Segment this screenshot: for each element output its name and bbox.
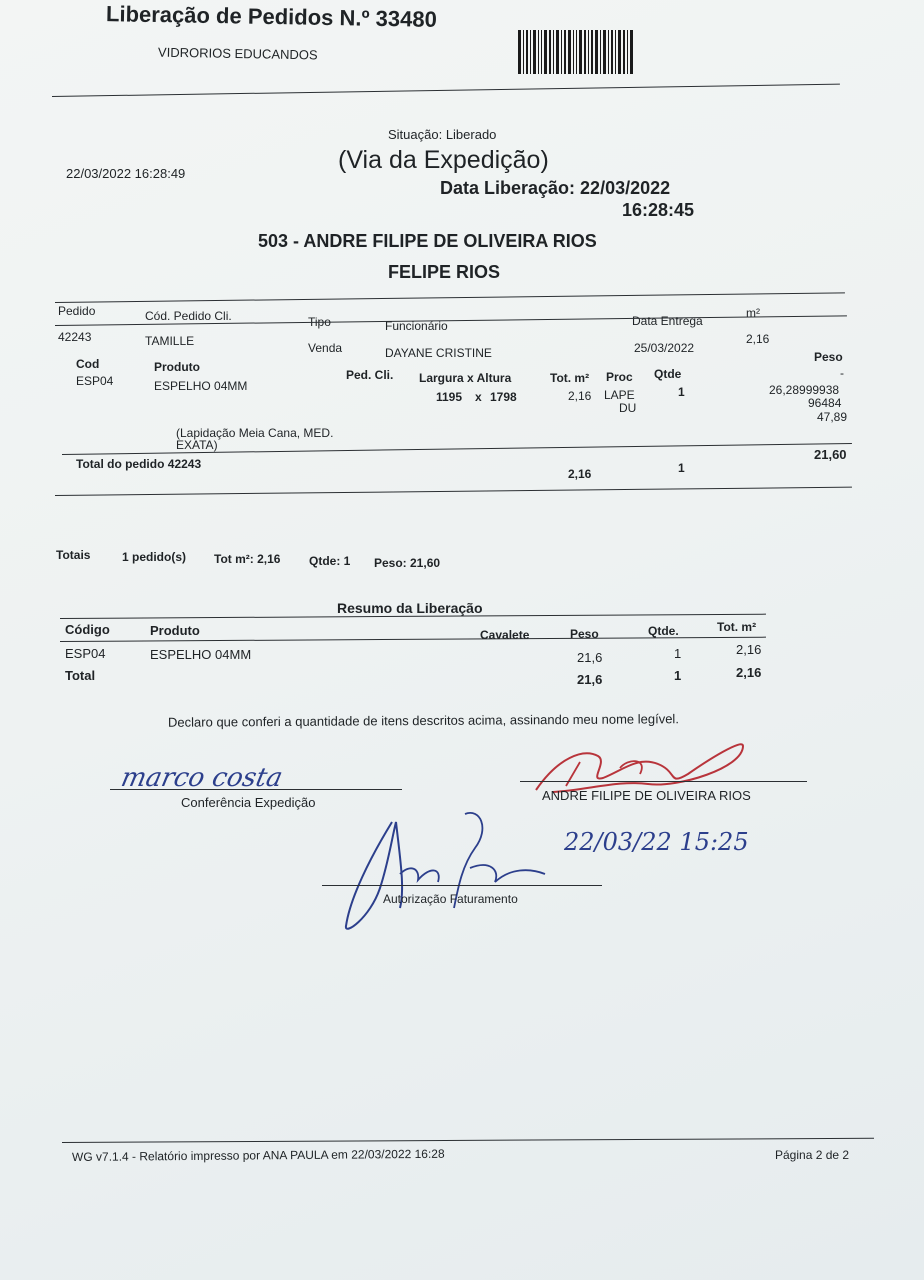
summary-row-codigo: ESP04 (65, 646, 106, 661)
summary-total-tot-m2: 2,16 (736, 665, 762, 680)
client-name: 503 - ANDRE FILIPE DE OLIVEIRA RIOS (258, 231, 597, 251)
item-note-2: EXATA) (176, 438, 218, 452)
col-pedido-header: Pedido (58, 304, 96, 318)
item-largura: 1195 (436, 390, 463, 404)
item-proc-1: LAPE (604, 388, 635, 402)
order-total-label: Total do pedido 42243 (76, 457, 202, 471)
autorizacao-line (322, 885, 602, 886)
col-m2-header: m² (746, 306, 760, 320)
item-peso-1: 26,28999938 (769, 383, 840, 397)
col-tipo-header: Tipo (308, 315, 331, 329)
item-qtde-header: Qtde (654, 367, 682, 381)
item-proc-header: Proc (606, 370, 633, 384)
autorizacao-signature (330, 808, 560, 938)
release-time: 16:28:45 (622, 200, 695, 220)
summary-total-peso: 21,6 (577, 672, 603, 687)
via-title: (Via da Expedição) (338, 146, 549, 174)
order-data-entrega: 25/03/2022 (634, 341, 695, 355)
order-top-divider (55, 292, 845, 303)
order-cod-cli: TAMILLE (145, 334, 195, 348)
handwritten-datetime (560, 820, 820, 860)
summary-row-peso: 21,6 (577, 650, 603, 665)
col-cod-cli-header: Cód. Pedido Cli. (145, 309, 232, 323)
totals-qtde: Qtde: 1 (309, 554, 351, 568)
footer-print-info: WG v7.1.4 - Relatório impresso por ANA PAULA em 22/03/2022 16:28 (71, 1146, 445, 1164)
order-funcionario: DAYANE CRISTINE (385, 346, 492, 360)
order-tipo: Venda (308, 341, 343, 355)
col-funcionario-header: Funcionário (385, 319, 448, 333)
item-proc-2: DU (619, 401, 637, 415)
item-larg-alt-header: Largura x Altura (419, 371, 512, 385)
conferencia-label: Conferência Expedição (181, 795, 316, 810)
item-produto: ESPELHO 04MM (154, 379, 248, 393)
client-nickname: FELIPE RIOS (388, 262, 501, 282)
item-produto-header: Produto (154, 360, 200, 374)
item-peso-header: Peso (814, 350, 843, 364)
totals-peso: Peso: 21,60 (374, 556, 441, 570)
summary-tot-m2-header: Tot. m² (717, 620, 757, 634)
page-number: Página 2 de 2 (775, 1148, 850, 1162)
summary-qtde-header: Qtde. (648, 624, 679, 638)
totals-pedidos: 1 pedido(s) (122, 550, 187, 564)
order-total-qtde: 1 (678, 461, 685, 475)
status-text: Situação: Liberado (388, 127, 497, 142)
col-data-entrega-header: Data Entrega (632, 314, 703, 328)
autorizacao-label: Autorização Faturamento (383, 892, 518, 906)
order-m2: 2,16 (746, 332, 770, 346)
summary-codigo-header: Código (65, 622, 110, 637)
item-peso-dash: - (840, 366, 844, 380)
conferencia-line (110, 789, 402, 790)
document-title: Liberação de Pedidos N.º 33480 (105, 1, 438, 32)
item-ped-cli-header: Ped. Cli. (346, 368, 394, 382)
conferencia-handwriting: marco costa (118, 763, 286, 793)
item-cod: ESP04 (76, 374, 114, 388)
item-qtde: 1 (678, 385, 685, 399)
order-bottom-divider (55, 487, 852, 496)
header-divider (52, 84, 840, 97)
summary-row-tot-m2: 2,16 (736, 642, 762, 657)
summary-cavalete-header: Cavalete (480, 628, 530, 642)
summary-peso-header: Peso (570, 627, 599, 641)
summary-total-qtde: 1 (674, 668, 682, 683)
item-tot-m2: 2,16 (568, 389, 592, 403)
order-total-m2: 2,16 (568, 467, 592, 481)
totals-m2: Tot m²: 2,16 (214, 552, 281, 566)
print-datetime: 22/03/2022 16:28:49 (66, 166, 186, 181)
summary-row-qtde: 1 (674, 646, 682, 661)
item-peso-2: 96484 (808, 396, 842, 410)
barcode (518, 30, 654, 74)
item-peso-3: 47,89 (817, 410, 848, 424)
release-date: Data Liberação: 22/03/2022 (440, 178, 671, 198)
order-total-peso: 21,60 (814, 447, 847, 462)
client-signature-line (520, 781, 807, 782)
client-signature-label: ANDRE FILIPE DE OLIVEIRA RIOS (542, 788, 751, 803)
summary-produto-header: Produto (150, 623, 200, 638)
company-name: VIDRORIOS EDUCANDOS (157, 44, 318, 63)
declaration-text: Declaro que conferi a quantidade de itens descritos acima, assinando meu nome legível. (167, 711, 679, 730)
summary-row-produto: ESPELHO 04MM (150, 647, 252, 662)
item-tot-m2-header: Tot. m² (550, 371, 590, 385)
item-x: x (475, 390, 482, 404)
summary-title: Resumo da Liberação (337, 600, 483, 616)
order-pedido: 42243 (58, 330, 92, 344)
handwritten-datetime-text: 22/03/22 15:25 (564, 828, 749, 856)
conferencia-signature (115, 762, 345, 796)
summary-total-label: Total (65, 668, 96, 683)
footer-divider (62, 1138, 874, 1143)
item-cod-header: Cod (76, 357, 100, 371)
item-altura: 1798 (490, 390, 517, 404)
item-note-1: (Lapidação Meia Cana, MED. (176, 426, 334, 440)
totals-label: Totais (56, 548, 91, 562)
